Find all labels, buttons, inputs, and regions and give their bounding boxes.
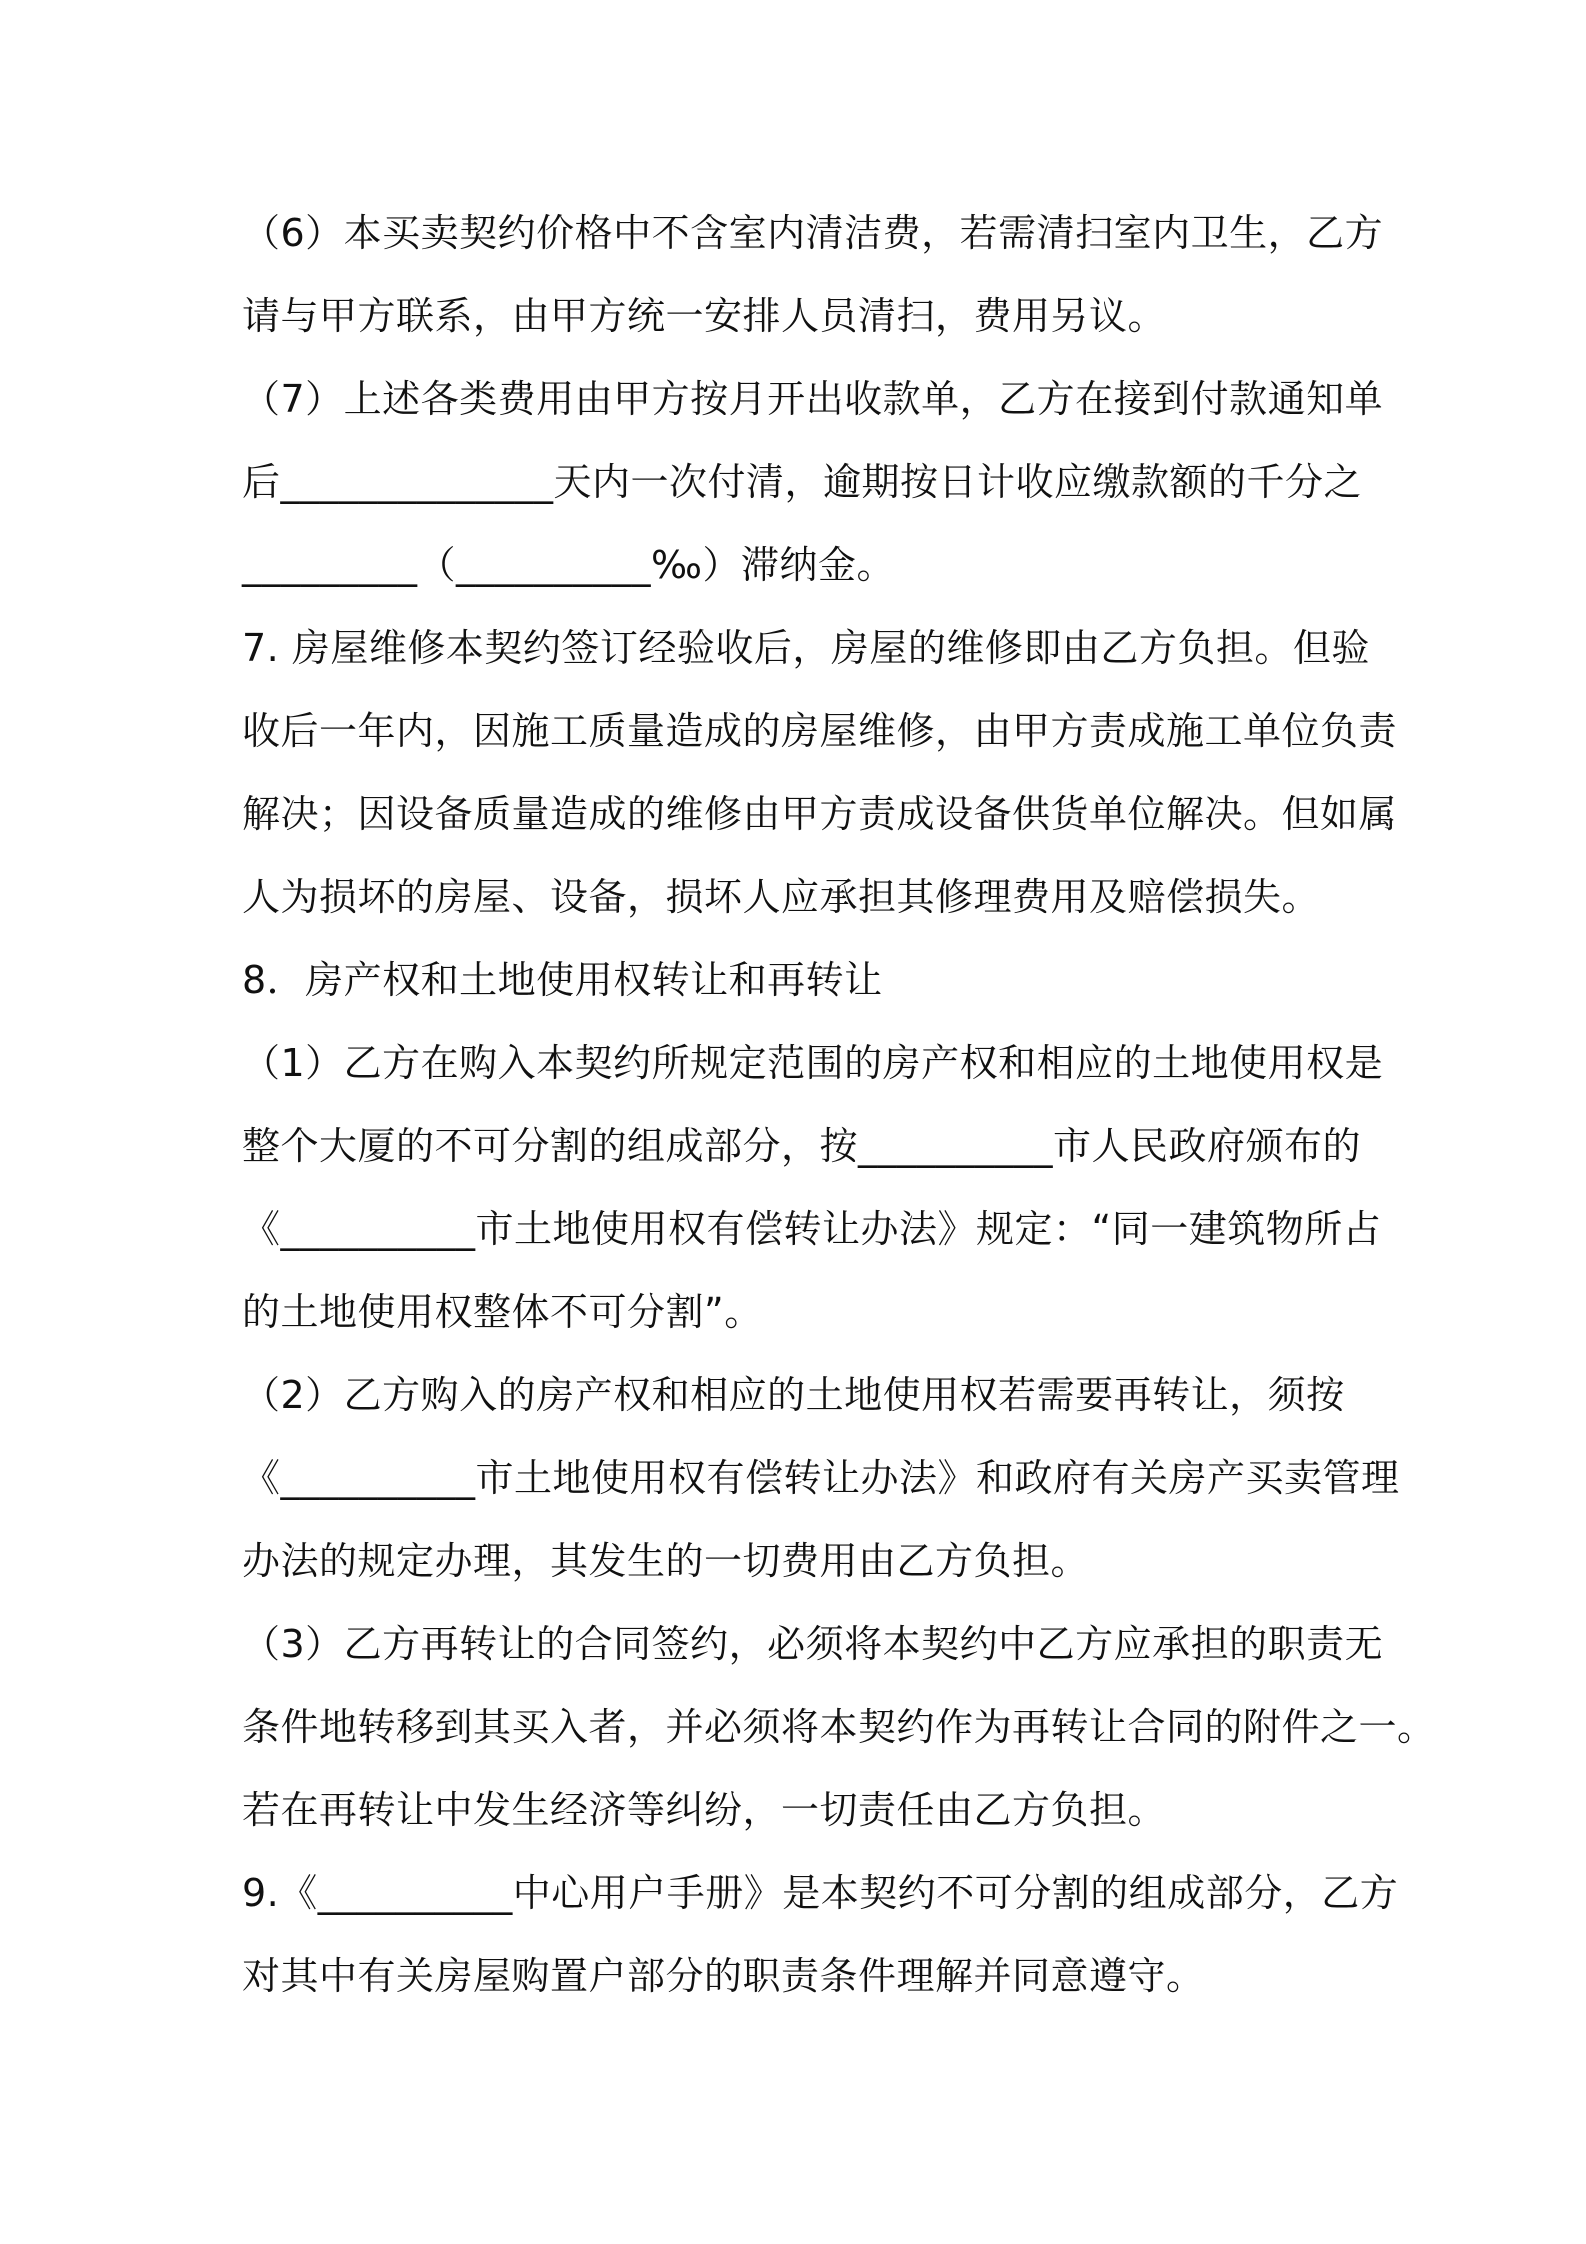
text-line: （6）本买卖契约价格中不含室内清洁费，若需清扫室内卫生，乙方 bbox=[242, 211, 1384, 255]
text-line: 8．房产权和土地使用权转让和再转让 bbox=[242, 958, 883, 1002]
text-line: 后______________天内一次付清，逾期按日计收应缴款额的千分之 bbox=[242, 460, 1363, 504]
text-line: 的土地使用权整体不可分割”。 bbox=[242, 1290, 763, 1334]
text-line: （7）上述各类费用由甲方按月开出收款单，乙方在接到付款通知单 bbox=[242, 377, 1384, 421]
text-line: （2）乙方购入的房产权和相应的土地使用权若需要再转让，须按 bbox=[242, 1373, 1345, 1417]
text-line: （3）乙方再转让的合同签约，必须将本契约中乙方应承担的职责无 bbox=[242, 1622, 1384, 1666]
text-line: 9.《__________中心用户手册》是本契约不可分割的组成部分，乙方 bbox=[242, 1871, 1399, 1915]
text-line: _________（__________‰）滞纳金。 bbox=[242, 543, 895, 587]
text-line: 7. 房屋维修本契约签订经验收后，房屋的维修即由乙方负担。但验 bbox=[242, 626, 1370, 670]
text-line: 条件地转移到其买入者，并必须将本契约作为再转让合同的附件之一。 bbox=[242, 1705, 1436, 1749]
text-line: 收后一年内，因施工质量造成的房屋维修，由甲方责成施工单位负责 bbox=[242, 709, 1398, 753]
text-line: 请与甲方联系，由甲方统一安排人员清扫，费用另议。 bbox=[242, 294, 1167, 338]
text-line: 若在再转让中发生经济等纠纷，一切责任由乙方负担。 bbox=[242, 1788, 1167, 1832]
text-line: （1）乙方在购入本契约所规定范围的房产权和相应的土地使用权是 bbox=[242, 1041, 1384, 1085]
text-line: 对其中有关房屋购置户部分的职责条件理解并同意遵守。 bbox=[242, 1954, 1205, 1998]
text-line: 解决；因设备质量造成的维修由甲方责成设备供货单位解决。但如属 bbox=[242, 792, 1398, 836]
text-line: 《__________市土地使用权有偿转让办法》规定：“同一建筑物所占 bbox=[242, 1207, 1382, 1251]
text-line: 《__________市土地使用权有偿转让办法》和政府有关房产买卖管理 bbox=[242, 1456, 1400, 1500]
contract-body-text bbox=[242, 192, 1436, 2018]
text-line: 办法的规定办理，其发生的一切费用由乙方负担。 bbox=[242, 1539, 1090, 1583]
text-line: 人为损坏的房屋、设备，损坏人应承担其修理费用及赔偿损失。 bbox=[242, 875, 1321, 919]
text-line: 整个大厦的不可分割的组成部分，按__________市人民政府颁布的 bbox=[242, 1124, 1362, 1168]
